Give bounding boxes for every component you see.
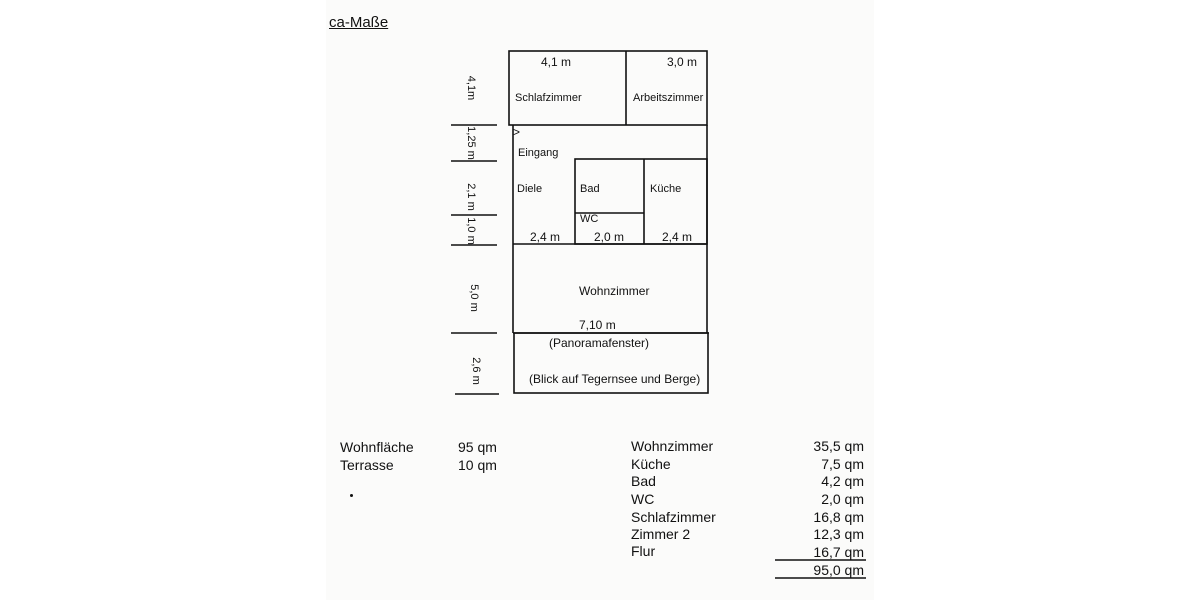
- room-wohnzimmer: Wohnzimmer: [579, 284, 650, 298]
- area-room-label: WC: [631, 491, 655, 507]
- width-diele: 2,4 m: [530, 230, 561, 244]
- area-room-label: Bad: [631, 473, 656, 489]
- height-wohnzimmer: 5,0 m: [468, 284, 480, 312]
- room-kueche: Küche: [650, 183, 682, 195]
- height-bad: 2,1 m: [465, 183, 477, 211]
- area-room-label: Zimmer 2: [631, 526, 691, 542]
- width-schlafzimmer: 4,1 m: [541, 55, 572, 69]
- room-diele: Diele: [517, 183, 543, 195]
- area-room-label: Flur: [631, 543, 656, 559]
- width-wc: 2,0 m: [594, 230, 625, 244]
- room-bad: Bad: [580, 183, 600, 195]
- page-title: ca-Maße: [329, 14, 389, 31]
- width-arbeitszimmer: 3,0 m: [667, 55, 698, 69]
- wohnflaeche-label: Wohnfläche: [340, 439, 414, 455]
- room-eingang: Eingang: [518, 147, 559, 159]
- height-schlafzimmer: 4,1m: [465, 75, 477, 101]
- width-kueche: 2,4 m: [662, 230, 693, 244]
- height-wc: 1,0 m: [465, 217, 477, 245]
- area-room-label: Schlafzimmer: [631, 509, 716, 525]
- room-blick: (Blick auf Tegernsee und Berge): [529, 372, 701, 386]
- room-arbeitszimmer: Arbeitszimmer: [633, 92, 704, 104]
- wohnflaeche-value: 95 qm: [458, 439, 497, 455]
- area-room-value: 2,0 qm: [821, 491, 864, 507]
- terrasse-label: Terrasse: [340, 457, 394, 473]
- terrasse-value: 10 qm: [458, 457, 497, 473]
- door-marker: >: [513, 125, 521, 139]
- room-schlafzimmer: Schlafzimmer: [515, 92, 582, 104]
- area-room-value: 35,5 qm: [813, 438, 864, 454]
- ink-dot: [350, 494, 353, 497]
- area-room-value: 12,3 qm: [813, 526, 864, 542]
- area-room-value: 16,7 qm: [813, 544, 864, 560]
- height-eingang: 1,25 m: [465, 126, 477, 160]
- height-panorama: 2,6 m: [470, 357, 482, 385]
- area-room-label: Wohnzimmer: [631, 438, 714, 454]
- width-wohnzimmer: 7,10 m: [579, 318, 616, 332]
- area-room-value: 4,2 qm: [821, 473, 864, 489]
- area-total-value: 95,0 qm: [813, 562, 864, 578]
- area-room-label: Küche: [631, 456, 671, 472]
- room-panorama: (Panoramafenster): [549, 336, 650, 350]
- area-room-value: 16,8 qm: [813, 509, 864, 525]
- room-wc: WC: [580, 213, 599, 225]
- area-room-value: 7,5 qm: [821, 456, 864, 472]
